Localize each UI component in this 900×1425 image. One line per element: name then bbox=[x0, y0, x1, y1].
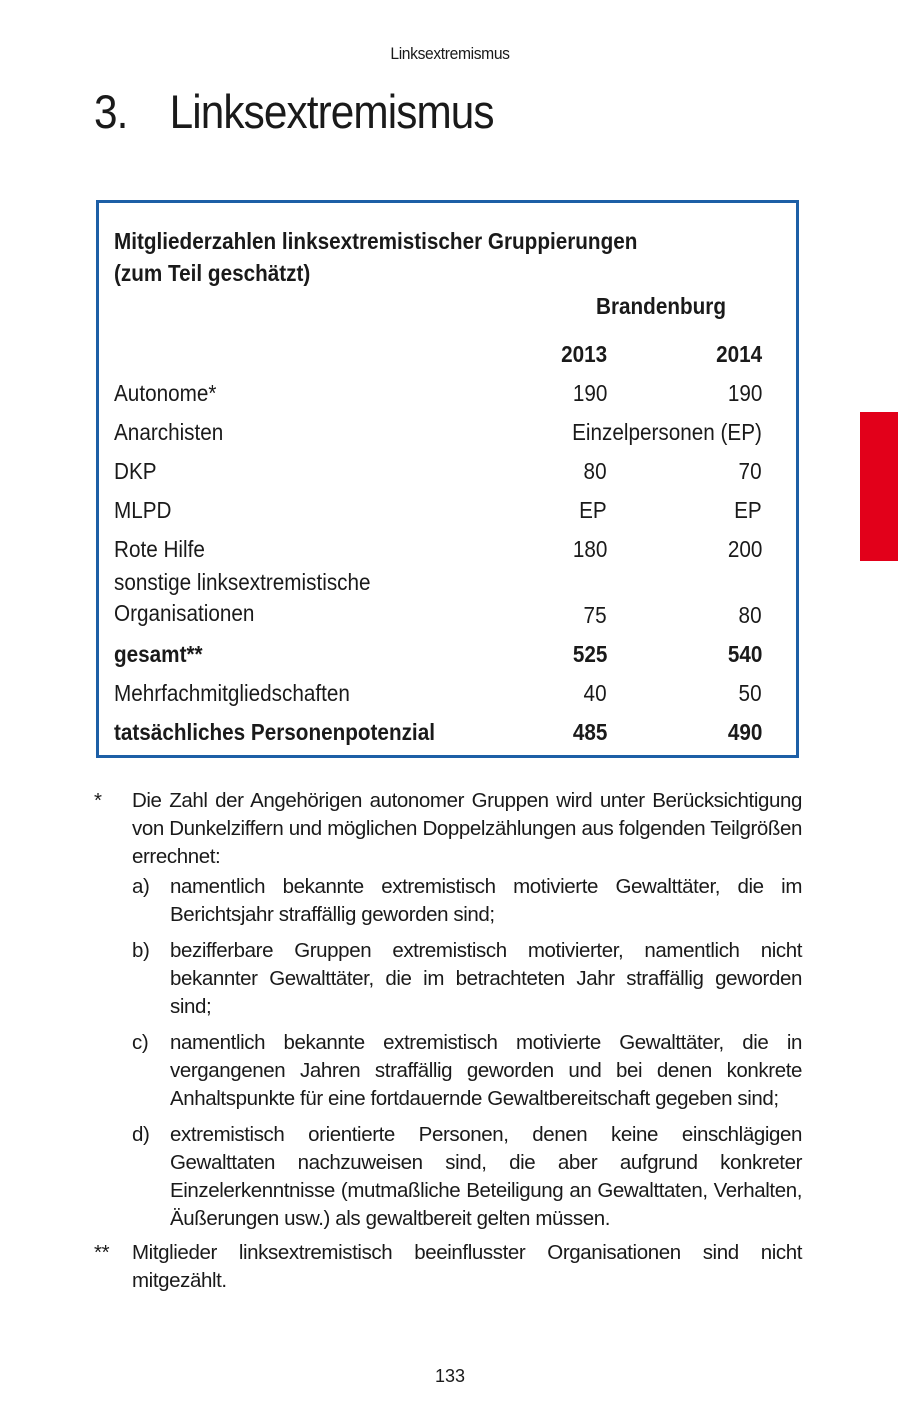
row-label: DKP bbox=[114, 458, 157, 484]
footnote-item-a bbox=[132, 873, 802, 929]
table-row bbox=[114, 485, 764, 524]
year-2013-header: 2013 bbox=[560, 341, 607, 367]
row-label: Rote Hilfe bbox=[114, 536, 205, 562]
table-row bbox=[114, 407, 764, 446]
table-row bbox=[114, 446, 764, 485]
value-2013: 485 bbox=[572, 719, 607, 745]
value-span: Einzelpersonen (EP) bbox=[572, 419, 762, 445]
item-text: namentlich bekannte extremistisch motivierte Gewalttäter, die in vergangenen Jahren straffällig geworden und bei denen konkrete Anhaltspunkte für eine fortdauernde Gewaltbereitschaft gegeben sind; bbox=[170, 1031, 802, 1110]
value-2013: 75 bbox=[583, 602, 607, 628]
footnote-item-c bbox=[132, 1029, 802, 1113]
table-row-actual-potential bbox=[114, 707, 764, 746]
row-label: Mehrfachmitgliedschaften bbox=[114, 680, 350, 706]
row-label: MLPD bbox=[114, 497, 172, 523]
footnote-item-d bbox=[132, 1121, 802, 1233]
footnote-mark: ** bbox=[94, 1241, 110, 1264]
membership-table bbox=[96, 200, 799, 758]
chapter-title: Linksextremismus bbox=[169, 85, 494, 138]
table-row bbox=[114, 524, 764, 563]
footnotes bbox=[94, 787, 802, 1295]
row-label bbox=[114, 567, 371, 629]
item-mark: a) bbox=[132, 875, 150, 898]
item-mark: c) bbox=[132, 1031, 149, 1054]
chapter-number: 3. bbox=[94, 85, 128, 138]
table-title-line2: (zum Teil geschätzt) bbox=[114, 260, 311, 286]
value-2014: 190 bbox=[727, 380, 762, 406]
running-head: Linksextremismus bbox=[390, 44, 510, 63]
footnote-2 bbox=[94, 1239, 802, 1295]
footnote-text: Die Zahl der Angehörigen autonomer Gruppen wird unter Berücksichtigung von Dunkelziffern und möglichen Doppelzählungen aus folgenden Teilgrößen errechnet: bbox=[132, 789, 802, 868]
row-label: gesamt** bbox=[114, 641, 203, 667]
table-row-total bbox=[114, 629, 764, 668]
value-2013: 180 bbox=[572, 536, 607, 562]
year-2014-header: 2014 bbox=[715, 341, 762, 367]
table-row bbox=[114, 668, 764, 707]
value-2013: EP bbox=[579, 497, 607, 523]
item-mark: d) bbox=[132, 1123, 150, 1146]
table-title bbox=[114, 225, 637, 289]
footnote-1 bbox=[94, 787, 802, 1233]
item-text: extremistisch orientierte Personen, denen keine einschlägigen Gewalttaten nachzuweisen sind, die aber aufgrund konkreter Einzelerkenntnisse (mutmaßliche Beteiligung an Gewalttaten, Verhalten, Äußerungen usw.) als gewaltbereit gelten müssen. bbox=[170, 1123, 802, 1230]
value-2013: 40 bbox=[583, 680, 607, 706]
row-label-line1: sonstige linksextremistische bbox=[114, 569, 371, 595]
value-2014: 200 bbox=[727, 536, 762, 562]
value-2014: 490 bbox=[727, 719, 762, 745]
year-header-row bbox=[114, 329, 764, 368]
chapter-heading bbox=[94, 84, 494, 139]
row-label: tatsächliches Personenpotenzial bbox=[114, 719, 435, 745]
row-label: Anarchisten bbox=[114, 419, 224, 445]
footnote-item-b bbox=[132, 937, 802, 1021]
item-text: bezifferbare Gruppen extremistisch motivierter, namentlich nicht bekannter Gewalttäter, die im betrachteten Jahr straffällig geworden sind; bbox=[170, 939, 802, 1018]
region-header: Brandenburg bbox=[596, 293, 726, 319]
value-2014: 50 bbox=[738, 680, 762, 706]
value-2013: 525 bbox=[572, 641, 607, 667]
value-2013: 80 bbox=[583, 458, 607, 484]
page-number: 133 bbox=[434, 1366, 466, 1386]
value-2014: 80 bbox=[738, 602, 762, 628]
value-2014: EP bbox=[734, 497, 762, 523]
item-mark: b) bbox=[132, 939, 150, 962]
row-label-line2: Organisationen bbox=[114, 600, 255, 626]
chapter-color-tab bbox=[860, 412, 898, 561]
table-row bbox=[114, 368, 764, 407]
row-label: Autonome* bbox=[114, 380, 217, 406]
value-2014: 70 bbox=[738, 458, 762, 484]
table-title-line1: Mitgliederzahlen linksextremistischer Gruppierungen bbox=[114, 228, 638, 254]
table-row bbox=[114, 563, 764, 629]
value-2013: 190 bbox=[572, 380, 607, 406]
value-2014: 540 bbox=[727, 641, 762, 667]
footnote-text: Mitglieder linksextremistisch beeinflusster Organisationen sind nicht mitgezählt. bbox=[132, 1241, 802, 1292]
footnote-mark: * bbox=[94, 789, 102, 812]
item-text: namentlich bekannte extremistisch motivierte Gewalttäter, die im Berichtsjahr straffällig geworden sind; bbox=[170, 875, 802, 926]
